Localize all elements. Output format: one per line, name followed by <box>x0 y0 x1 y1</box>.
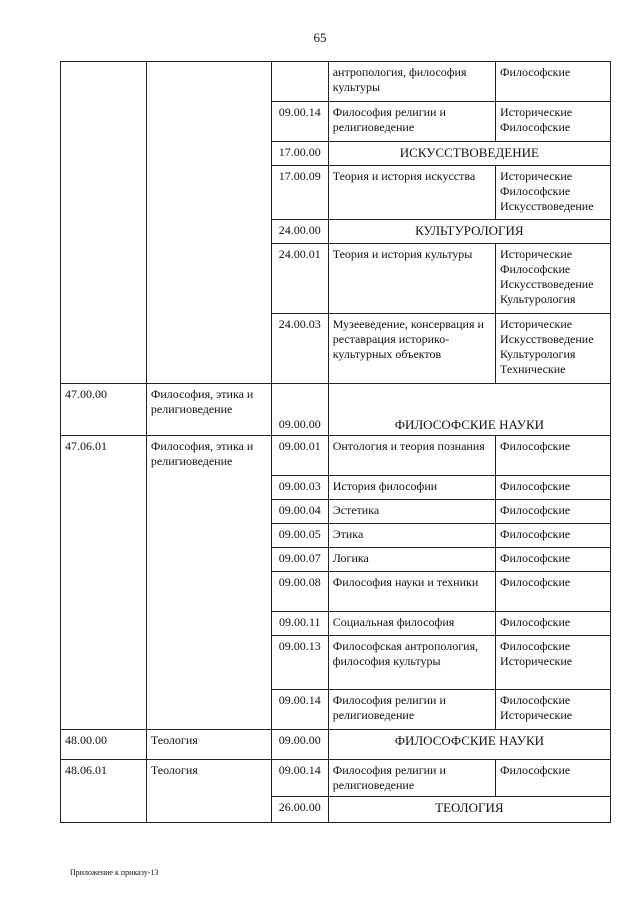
sciences-cell <box>496 166 611 220</box>
specialty-name: Логика <box>328 548 495 572</box>
science-label: Культурология <box>500 347 576 361</box>
science-label: Философские <box>500 439 571 453</box>
science-label: Культурология <box>500 292 576 306</box>
science-label: Философские <box>500 763 571 777</box>
document-footer: Приложение к приказу-13 <box>70 868 159 877</box>
sciences-cell <box>496 572 611 612</box>
sciences-cell <box>496 314 611 384</box>
specialty-name: Теория и история искусства <box>328 166 495 220</box>
specialty-name: Философия религии и религиоведение <box>328 102 495 142</box>
specialty-code: 09.00.13 <box>271 636 328 690</box>
science-label: Философские <box>500 184 571 198</box>
specialty-code: 09.00.07 <box>271 548 328 572</box>
science-label: Философские <box>500 262 571 276</box>
sciences-cell <box>496 636 611 690</box>
science-label: Философские <box>500 551 571 565</box>
specialty-code: 09.00.00 <box>271 730 328 760</box>
specialty-code <box>271 62 328 102</box>
section-heading: КУЛЬТУРОЛОГИЯ <box>328 220 610 244</box>
specialty-name: История философии <box>328 476 495 500</box>
science-label: Исторические <box>500 317 573 331</box>
sciences-cell <box>496 436 611 476</box>
science-label: Философские <box>500 575 571 589</box>
specialty-code: 17.00.09 <box>271 166 328 220</box>
sciences-cell <box>496 524 611 548</box>
science-label: Искусствоведение <box>500 277 594 291</box>
group-name-cell: Философия, этика и религиоведение <box>146 384 271 436</box>
science-label: Философские <box>500 527 571 541</box>
specialty-code: 17.00.00 <box>271 142 328 166</box>
specialty-code: 09.00.14 <box>271 760 328 797</box>
section-heading: ФИЛОСОФСКИЕ НАУКИ <box>328 384 610 436</box>
specialty-name: Музееведение, консервация и реставрация историко-культурных объектов <box>328 314 495 384</box>
science-label: Философские <box>500 503 571 517</box>
sciences-cell <box>496 690 611 730</box>
section-heading: ТЕОЛОГИЯ <box>328 797 610 823</box>
group-name-cell <box>146 62 271 384</box>
specialty-name: Философия науки и техники <box>328 572 495 612</box>
sciences-cell <box>496 102 611 142</box>
specialty-code: 09.00.11 <box>271 612 328 636</box>
sciences-cell <box>496 476 611 500</box>
sciences-cell <box>496 244 611 314</box>
specialty-code: 24.00.03 <box>271 314 328 384</box>
group-code-cell: 47.00.00 <box>61 384 147 436</box>
science-label: Философские <box>500 479 571 493</box>
specialty-code: 24.00.00 <box>271 220 328 244</box>
science-label: Искусствоведение <box>500 332 594 346</box>
science-label: Философские <box>500 615 571 629</box>
table-row <box>61 62 611 102</box>
section-heading-row <box>61 384 611 436</box>
group-name-cell: Философия, этика и религиоведение <box>146 436 271 730</box>
science-label: Исторические <box>500 247 573 261</box>
specialty-name: Философская антропология, философия культуры <box>328 636 495 690</box>
table-row <box>61 436 611 476</box>
group-name-cell: Теология <box>146 730 271 760</box>
specialty-code: 09.00.01 <box>271 436 328 476</box>
science-label: Философские <box>500 693 571 707</box>
science-label: Исторические <box>500 708 573 722</box>
science-label: Исторические <box>500 105 573 119</box>
specialty-code: 09.00.14 <box>271 102 328 142</box>
science-label: Исторические <box>500 169 573 183</box>
section-heading-row <box>61 730 611 760</box>
page-number: 65 <box>313 30 327 45</box>
group-code-cell <box>61 62 147 384</box>
sciences-cell <box>496 612 611 636</box>
sciences-cell <box>496 62 611 102</box>
science-label: Философские <box>500 65 571 79</box>
specialty-name: Онтология и теория познания <box>328 436 495 476</box>
sciences-cell <box>496 500 611 524</box>
specialty-name: Эстетика <box>328 500 495 524</box>
science-label: Философские <box>500 639 571 653</box>
specialty-name: антропология, философия культуры <box>328 62 495 102</box>
specialty-name: Социальная философия <box>328 612 495 636</box>
science-label: Философские <box>500 120 571 134</box>
section-heading: ФИЛОСОФСКИЕ НАУКИ <box>328 730 610 760</box>
specialty-name: Философия религии и религиоведение <box>328 760 495 797</box>
section-heading: ИСКУССТВОВЕДЕНИЕ <box>328 142 610 166</box>
sciences-cell <box>496 760 611 797</box>
specialty-code: 09.00.03 <box>271 476 328 500</box>
specialty-code: 09.00.14 <box>271 690 328 730</box>
table-row <box>61 760 611 797</box>
specialty-code: 09.00.05 <box>271 524 328 548</box>
specialty-name: Этика <box>328 524 495 548</box>
sciences-cell <box>496 548 611 572</box>
science-label: Исторические <box>500 654 573 668</box>
specialty-name: Теория и история культуры <box>328 244 495 314</box>
specialty-code: 26.00.00 <box>271 797 328 823</box>
group-code-cell: 48.00.00 <box>61 730 147 760</box>
specialty-code: 09.00.00 <box>271 384 328 436</box>
specialty-code: 09.00.08 <box>271 572 328 612</box>
specialty-name: Философия религии и религиоведение <box>328 690 495 730</box>
specialty-code: 24.00.01 <box>271 244 328 314</box>
group-name-cell: Теология <box>146 760 271 823</box>
specialty-code: 09.00.04 <box>271 500 328 524</box>
science-label: Искусствоведение <box>500 199 594 213</box>
group-code-cell: 47.06.01 <box>61 436 147 730</box>
group-code-cell: 48.06.01 <box>61 760 147 823</box>
specialties-table <box>60 61 611 823</box>
science-label: Технические <box>500 362 566 376</box>
